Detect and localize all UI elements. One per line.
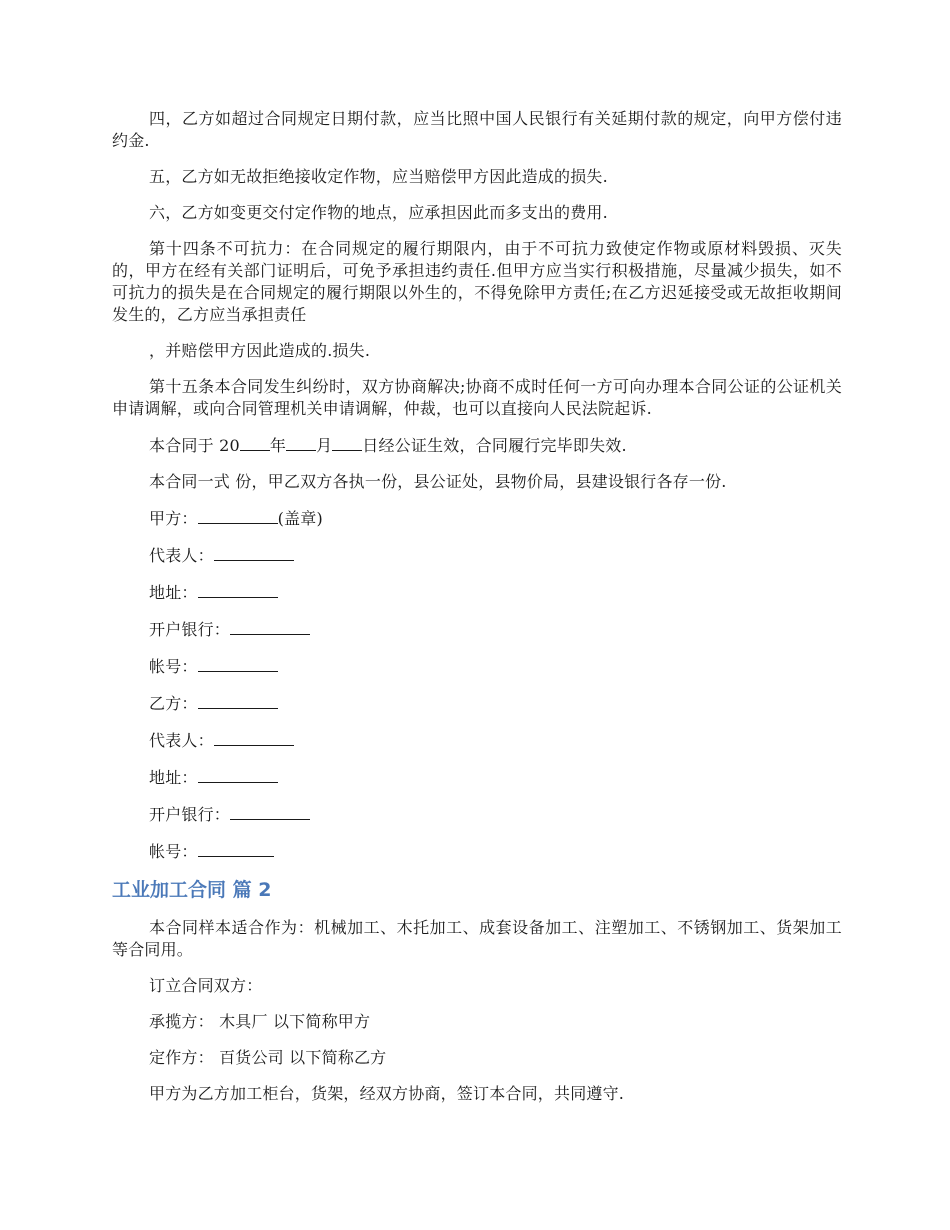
day-blank [332,434,362,451]
bank-label: 开户银行： [149,620,231,639]
seal-label: (盖章) [277,509,323,528]
agreement-paragraph: 甲方为乙方加工柜台，货架，经双方协商，签订本合同，共同遵守. [149,1084,625,1103]
party-b-label: 乙方： [149,694,198,713]
effective-prefix: 本合同于 20 [149,436,240,455]
party-a-rep-field [112,544,842,567]
section-title: 工业加工合同 [112,879,227,901]
party-a-blank [198,507,278,524]
party-a-label: 甲方： [149,509,198,528]
party-b-account-field [112,840,842,863]
rep-label: 代表人： [149,731,214,750]
party-b-bank-field [112,803,842,826]
year-blank [240,434,270,451]
year-label: 年 [269,436,287,455]
bank-blank [230,803,310,820]
parties-heading: 订立合同双方： [149,976,263,995]
customer-line: 定作方： 百货公司 以下简称乙方 [149,1048,387,1067]
account-label: 帐号： [149,657,198,676]
contractor-line: 承揽方： 木具厂 以下简称甲方 [149,1012,371,1031]
bank-label: 开户银行： [149,805,231,824]
rep-blank [214,729,294,746]
effective-date-line [112,434,842,457]
party-b-rep-field [112,729,842,752]
effective-suffix: 日经公证生效，合同履行完毕即失效. [362,436,627,455]
intro-paragraph: 本合同样本适合作为：机械加工、木托加工、成套设备加工、注塑加工、不锈钢加工、货架加工等合同用。 [112,918,842,959]
party-b-field [112,692,842,715]
party-a-bank-field [112,618,842,641]
address-label: 地址： [149,583,198,602]
month-blank [286,434,316,451]
account-blank [198,655,278,672]
party-b-address-field [112,766,842,789]
clause-paragraph: 五，乙方如无故拒绝接收定作物，应当赔偿甲方因此造成的损失. [149,167,608,186]
rep-blank [214,544,294,561]
party-b-blank [198,692,278,709]
clause-paragraph: 四，乙方如超过合同规定日期付款，应当比照中国人民银行有关延期付款的规定，向甲方偿付违约金. [112,109,842,150]
section-heading [112,877,842,903]
party-a-account-field [112,655,842,678]
month-label: 月 [316,436,333,455]
document-page [112,108,842,1119]
clause-paragraph: ，并赔偿甲方因此造成的.损失. [149,341,371,360]
rep-label: 代表人： [149,546,214,565]
clause-paragraph: 六，乙方如变更交付定作物的地点，应承担因此而多支出的费用. [149,203,608,222]
clause-paragraph: 第十四条不可抗力：在合同规定的履行期限内，由于不可抗力致使定作物或原材料毁损、灭失的，甲方在经有关部门证明后，可免予承担违约责任.但甲方应当实行积极措施，尽量减少损失，如不可抗力的损失是在合同规定的履行期限以外生的，不得免除甲方责任;在乙方迟延接受或无故拒收期间发生的，乙方应当承担责任 [112,239,842,324]
account-blank [198,840,274,857]
section-number: 篇 2 [232,879,272,901]
bank-blank [230,618,310,635]
address-blank [198,581,278,598]
address-blank [198,766,278,783]
account-label: 帐号： [149,842,198,861]
clause-paragraph: 第十五条本合同发生纠纷时，双方协商解决;协商不成时任何一方可向办理本合同公证的公证机关申请调解，或向合同管理机关申请调解，仲裁，也可以直接向人民法院起诉. [112,377,842,418]
party-a-address-field [112,581,842,604]
party-a-field [112,507,842,530]
copies-paragraph: 本合同一式 份，甲乙双方各执一份，县公证处，县物价局，县建设银行各存一份. [149,472,727,491]
address-label: 地址： [149,768,198,787]
